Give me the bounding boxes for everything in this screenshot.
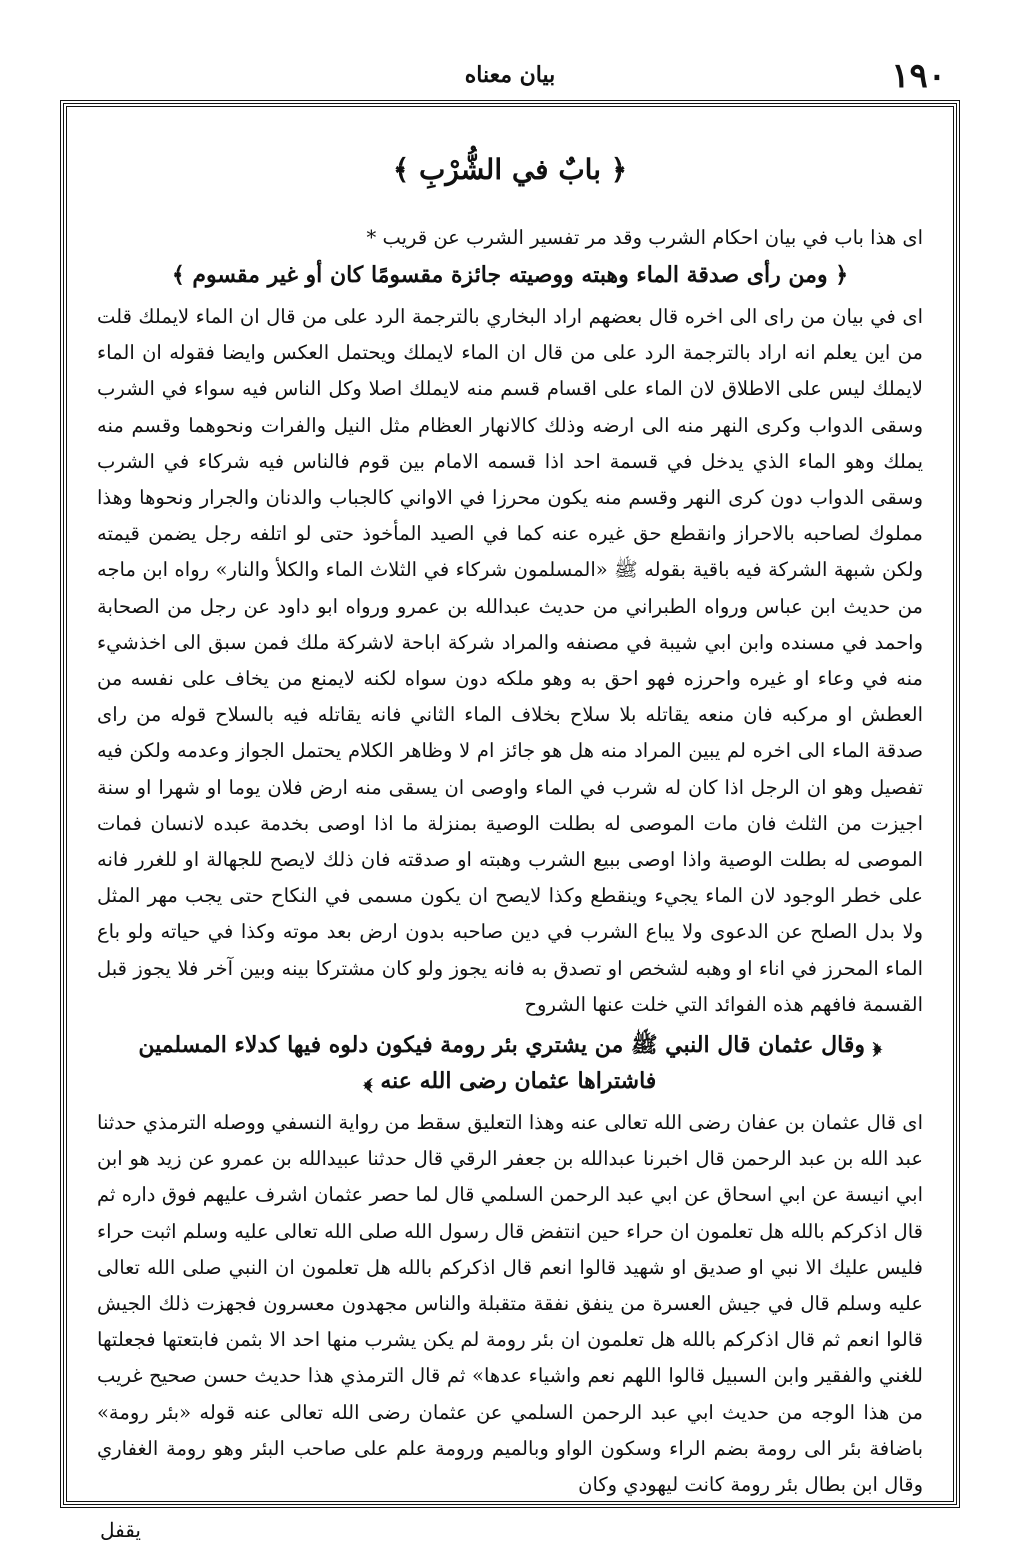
page-header [60,56,960,100]
catchword: يقفل [100,1518,141,1542]
running-title: بيان معناه [464,62,556,88]
chapter-heading: ﴿ بابٌ في الشُّرْبِ ﴾ [392,153,628,186]
hadith-heading-1: ﴿ ومن رأى صدقة الماء وهبته ووصيته جائزة مقسومًا كان أو غير مقسوم ﴾ [171,262,849,288]
commentary-paragraph-2: اى قال عثمان بن عفان رضى الله تعالى عنه وهذا التعليق سقط من رواية النسفي ووصله الترمذي حدثنا عبد الله بن عبد الرحمن قال اخبرنا عبدالله بن جعفر الرقي قال حدثنا عبيدالله بن عمرو عن زيد هو ابن ابي انيسة عن ابي اسحاق عن ابي عبد الرحمن السلمي قال لما حصر عثمان اشرف عليهم فوق داره ثم قال اذكركم بالله هل تعلمون ان حراء حين انتفض قال رسول الله صلى الله تعالى عليه وسلم اثبت حراء فليس عليك الا نبي او صديق او شهيد قالوا انعم قال اذكركم بالله هل تعلمون ان النبي صلى الله تعالى عليه وسلم قال في جيش العسرة من ينفق نفقة متقبلة والناس مجهدون معسرون فجهزت ذلك الجيش قالوا انعم ثم قال اذكركم بالله هل تعلمون ان بئر رومة لم يكن يشرب منها احد الا بثمن فابتعتها فجعلتها للغني والفقير وابن السبيل قالوا اللهم نعم واشياء عدها» ثم قال الترمذي هذا حديث حسن صحيح غريب من هذا الوجه من حديث ابي عبد الرحمن السلمي عن عثمان رضى الله تعالى عنه قوله «بئر رومة» باضافة بئر الى رومة بضم الراء وسكون الواو وبالميم ورومة علم على صاحب البئر وهو رومة الغفاري وقال ابن بطال بئر رومة كانت ليهودي وكان [97,1111,923,1497]
page-number: ۱۹۰ [891,56,946,96]
commentary-paragraph-1: اى في بيان من راى الى اخره قال بعضهم اراد البخاري بالترجمة الرد على من قال ان الماء لايملك قلت من اين يعلم انه اراد بالترجمة الرد على من قال ان الماء لايملك ويحتمل العكس وايضا فقوله ان الماء لايملك ليس على الاطلاق لان الماء على اقسام قسم منه لايملك اصلا وكل الناس فيه سواء في الشرب وسقى الدواب وكرى النهر منه الى ارضه وذلك كالانهار العظام مثل النيل والفرات ونحوهما وقسم منه يملك وهو الماء الذي يدخل في قسمة احد اذا قسمه الامام بين قوم فالناس فيه شركاء في الشرب وسقى الدواب دون كرى النهر وقسم منه يكون محرزا في الاواني كالجباب والدنان والجرار ونحوها وهذا مملوك لصاحبه بالاحراز وانقطع حق غيره عنه كما في الصيد المأخوذ حتى لو اتلفه رجل يضمن قيمته ولكن شبهة الشركة فيه باقية بقوله ﷺ «المسلمون شركاء في الثلاث الماء والكلأ والنار» رواه ابن ماجه من حديث ابن عباس ورواه الطبراني من حديث عبدالله بن عمرو ورواه ابو داود عن رجل من الصحابة واحمد في مسنده وابن ابي شيبة في مصنفه والمراد شركة اباحة لاشركة ملك فمن سبق الى اخذشيء منه في وعاء او غيره واحرزه فهو احق به وهو ملكه دون سواه لكنه لايمنع من يخاف على نفسه من العطش او مركبه فان منعه يقاتله بلا سلاح بخلاف الماء الثاني فانه يقاتله فيه بالسلاح قوله من راى صدقة الماء الى اخره لم يبين المراد منه هل هو جائز ام لا وظاهر الكلام يحتمل الجواز وعدمه ولكن فيه تفصيل وهو ان الرجل اذا كان له شرب في الماء واوصى ان يسقى منه ارض فلان يوما او شهرا او سنة اجيزت من الثلث فان مات الموصى له بطلت الوصية بمنزلة ما اذا اوصى بخدمة عبده لانسان فمات الموصى له بطلت الوصية واذا اوصى ببيع الشرب وهبته او صدقته فان ذلك لايصح للجهالة او للغرر فانه على خطر الوجود لان الماء يجيء وينقطع وكذا لايصح ان يكون مسمى في النكاح حتى يجب مهر المثل ولا بدل الصلح عن الدعوى ولا يباع الشرب في دين صاحبه بدون ارض بعد موته وكذا في حياته ولو باع الماء المحرز في اناء او وهبه لشخص او تصدق به فانه يجوز ولو كان مشتركا بينه وبين آخر فلا يجوز قبل القسمة فافهم هذه الفوائد التي خلت عنها الشروح [97,305,923,1016]
text-frame-inner [66,106,954,1502]
text-frame [60,100,960,1508]
hadith-heading-2: ﴿ وقال عثمان قال النبي ﷺ من يشتري بئر رومة فيكون دلوه فيها كدلاء المسلمين فاشتراها عثمان رضى الله عنه ﴾ [138,1032,882,1095]
chapter-intro: اى هذا باب في بيان احكام الشرب وقد مر تفسير الشرب عن قريب * [366,226,923,249]
